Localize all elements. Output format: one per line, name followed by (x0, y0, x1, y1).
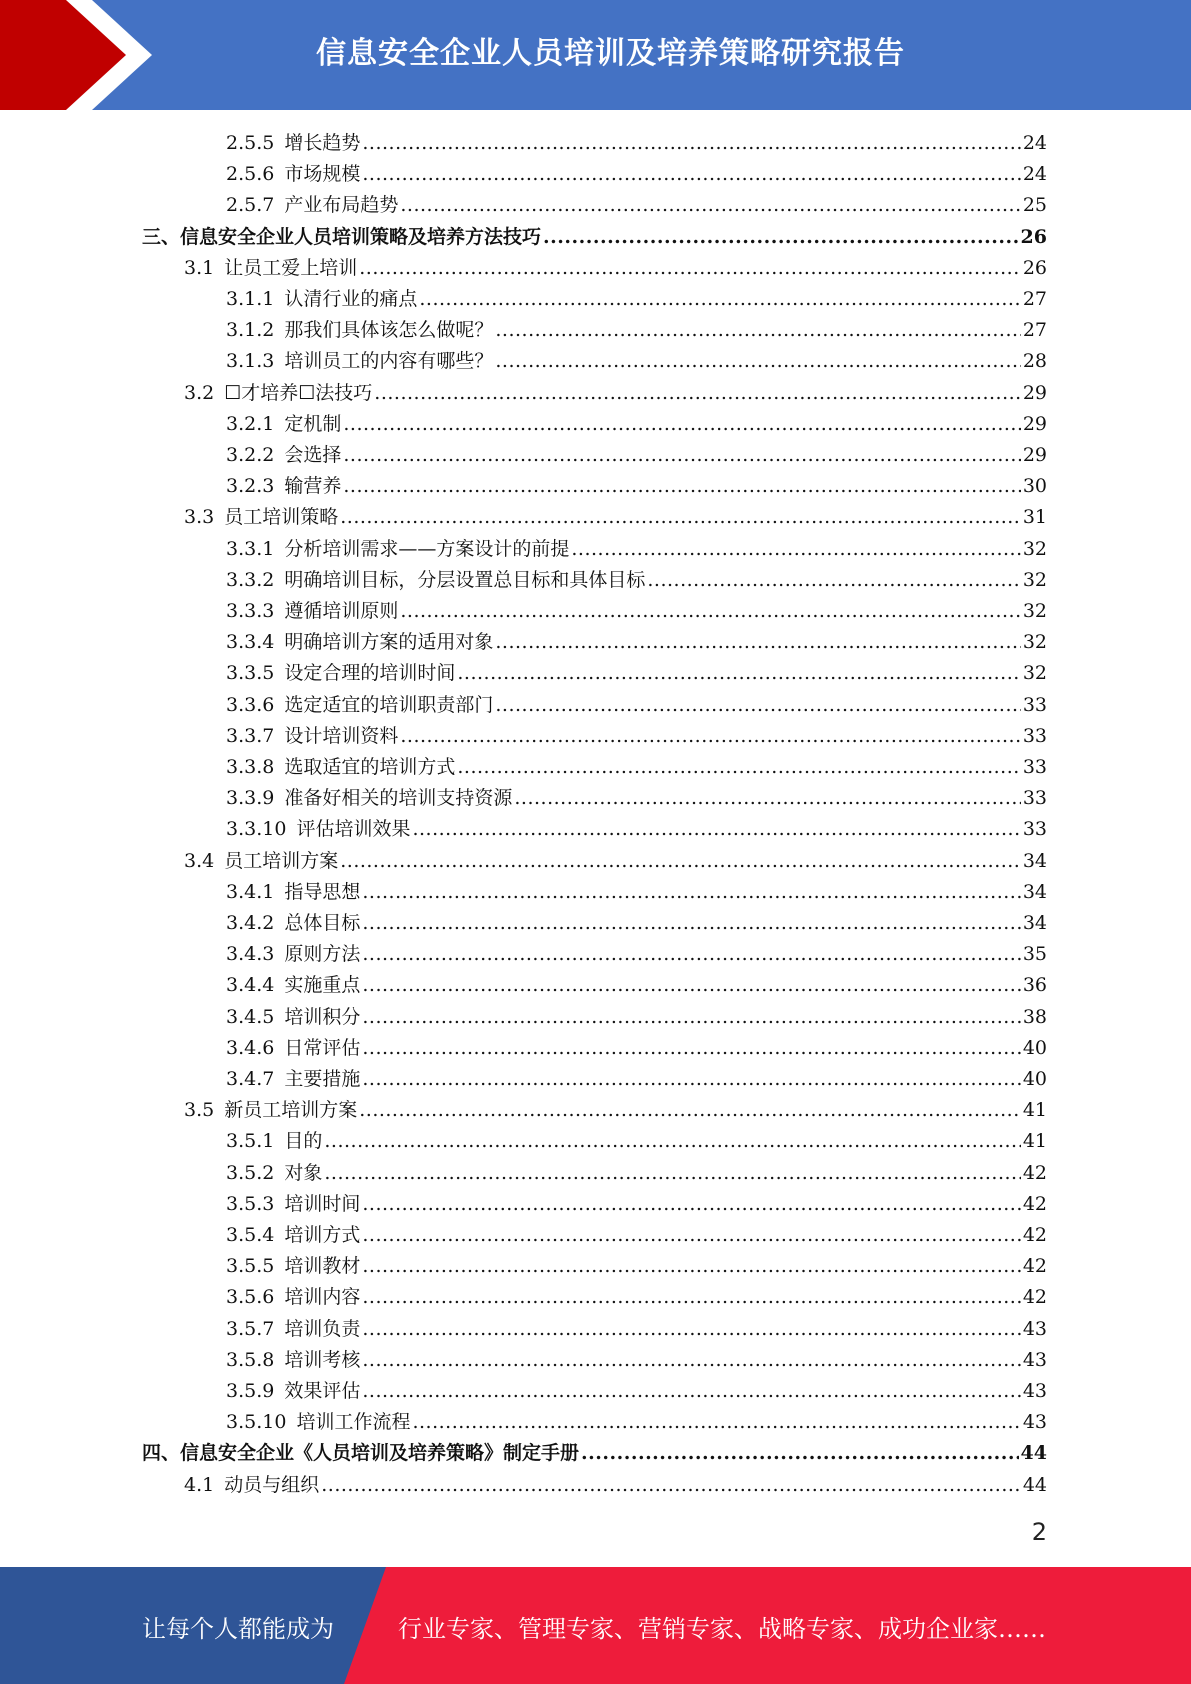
toc-entry[interactable] (226, 1033, 1047, 1064)
toc-dot-leader (362, 1002, 1020, 1033)
toc-entry-number: 三、 (142, 225, 181, 248)
toc-entry-number: 3.5.4 (226, 1224, 275, 1246)
toc-entry-number: 3.4.7 (226, 1068, 275, 1090)
toc-entry[interactable] (226, 1314, 1047, 1345)
toc-entry-number: 3.4.6 (226, 1036, 275, 1059)
toc-entry-page: 33 (1022, 756, 1047, 778)
toc-entry-page: 42 (1022, 1255, 1047, 1278)
toc-entry-page: 33 (1022, 818, 1047, 841)
toc-dot-leader (495, 315, 1020, 346)
toc-entry-number: 2.5.7 (226, 194, 275, 217)
toc-entry[interactable] (226, 908, 1047, 939)
toc-entry-title: 培训时间 (284, 1192, 361, 1215)
toc-entry-page: 33 (1022, 724, 1047, 747)
toc-entry-title: ☐才培养☐法技巧 (224, 381, 373, 404)
toc-entry-page: 36 (1022, 974, 1047, 997)
toc-entry-page: 29 (1022, 412, 1047, 435)
toc-entry-page: 25 (1022, 194, 1047, 217)
toc-entry-title: 对象 (284, 1161, 323, 1184)
toc-entry-title: 定机制 (284, 412, 342, 435)
toc-entry-number: 3.3.8 (226, 756, 275, 778)
toc-entry[interactable] (142, 1438, 1047, 1469)
toc-dot-leader (457, 752, 1020, 783)
toc-dot-leader (495, 690, 1020, 721)
toc-entry[interactable] (184, 253, 1047, 284)
toc-dot-leader (495, 627, 1020, 658)
toc-dot-leader (362, 1282, 1020, 1313)
toc-entry-title: 输营养 (284, 475, 342, 498)
toc-entry-page: 33 (1022, 787, 1047, 810)
toc-entry[interactable] (226, 1345, 1047, 1376)
toc-entry[interactable] (226, 970, 1047, 1001)
toc-entry[interactable] (226, 1189, 1047, 1220)
toc-entry-page: 43 (1022, 1411, 1047, 1434)
toc-entry-title: 培训积分 (284, 1005, 361, 1028)
toc-entry-title: 评估培训效果 (296, 818, 411, 841)
toc-entry-title: 总体目标 (284, 912, 361, 934)
toc-entry-number: 3.3.5 (226, 662, 275, 685)
toc-entry-page: 44 (1020, 1442, 1047, 1465)
toc-dot-leader (362, 970, 1020, 1001)
toc-entry-number: 3.4.3 (226, 943, 275, 966)
page-number: 2 (1031, 1518, 1047, 1546)
toc-dot-leader (324, 1126, 1020, 1157)
toc-entry[interactable] (226, 1376, 1047, 1407)
toc-entry-number: 3.1.1 (226, 288, 275, 310)
toc-entry-page: 32 (1022, 662, 1047, 685)
toc-entry-title: 会选择 (284, 444, 342, 466)
toc-entry-title: 认清行业的痛点 (284, 288, 418, 310)
toc-entry-page: 32 (1022, 600, 1047, 622)
toc-dot-leader (340, 502, 1021, 533)
toc-entry-title: 遵循培训原则 (284, 600, 399, 622)
toc-entry-title: 员工培训策略 (224, 506, 339, 529)
toc-entry[interactable] (184, 846, 1047, 877)
toc-entry-title: 动员与组织 (224, 1473, 320, 1496)
report-title: 信息安全企业人员培训及培养策略研究报告 (316, 36, 905, 71)
toc-entry-title: 市场规模 (284, 163, 361, 186)
toc-dot-leader (412, 814, 1020, 845)
toc-entry-title: 培训考核 (284, 1348, 361, 1371)
page-header (0, 0, 1191, 110)
toc-entry-page: 30 (1022, 475, 1047, 498)
toc-dot-leader (362, 908, 1020, 939)
toc-entry-number: 3.3.3 (226, 600, 275, 622)
toc-dot-leader (400, 721, 1020, 752)
toc-entry-number: 3.5.2 (226, 1161, 275, 1184)
toc-dot-leader (343, 440, 1020, 471)
toc-entry-number: 3.4.1 (226, 880, 275, 903)
toc-dot-leader (400, 190, 1020, 221)
toc-entry-title: 产业布局趋势 (284, 194, 399, 217)
toc-entry-title: 日常评估 (284, 1036, 361, 1059)
toc-entry-number: 3.3.6 (226, 693, 275, 716)
toc-entry-number: 3.1.3 (226, 350, 275, 373)
toc-dot-leader (362, 1189, 1020, 1220)
toc-entry-number: 3.3.2 (226, 568, 275, 591)
toc-entry-number: 3.2.1 (226, 412, 275, 435)
toc-dot-leader (343, 409, 1020, 440)
toc-entry[interactable] (184, 1095, 1047, 1126)
toc-dot-leader (412, 1407, 1020, 1438)
toc-entry-title: 选定适宜的培训职责部门 (284, 693, 494, 716)
toc-entry-title: 信息安全企业《人员培训及培养策略》制定手册 (180, 1442, 580, 1465)
toc-entry[interactable] (142, 222, 1047, 253)
toc-entry-page: 34 (1022, 912, 1047, 934)
toc-entry-title: 原则方法 (284, 943, 361, 966)
toc-dot-leader (362, 1314, 1020, 1345)
toc-dot-leader (362, 1251, 1020, 1282)
toc-entry-number: 3.5 (184, 1099, 215, 1122)
toc-dot-leader (362, 1220, 1020, 1251)
toc-entry-page: 26 (1022, 256, 1047, 279)
toc-entry-number: 3.3.4 (226, 631, 275, 654)
toc-entry-number: 3.1 (184, 256, 215, 279)
toc-entry-page: 29 (1022, 381, 1047, 404)
toc-entry-number: 3.4.2 (226, 912, 275, 934)
toc-entry-page: 27 (1022, 288, 1047, 310)
toc-entry-title: 目的 (284, 1130, 323, 1153)
toc-entry-page: 24 (1022, 163, 1047, 186)
toc-entry-page: 32 (1022, 568, 1047, 591)
toc-entry-page: 33 (1022, 693, 1047, 716)
toc-entry-number: 四、 (142, 1442, 181, 1465)
toc-entry-number: 3.5.9 (226, 1380, 275, 1402)
toc-entry-title: 培训内容 (284, 1286, 361, 1309)
toc-dot-leader (343, 471, 1020, 502)
toc-entry[interactable] (226, 721, 1047, 752)
page-footer (0, 1567, 1191, 1684)
toc-entry[interactable] (184, 378, 1047, 409)
toc-entry-title: 主要措施 (284, 1068, 361, 1090)
toc-entry-number: 2.5.6 (226, 163, 275, 186)
toc-entry[interactable] (226, 1002, 1047, 1033)
toc-entry[interactable] (184, 502, 1047, 533)
toc-entry-title: 新员工培训方案 (224, 1099, 358, 1122)
toc-entry-number: 3.5.6 (226, 1286, 275, 1309)
toc-dot-leader (514, 783, 1020, 814)
toc-entry-page: 42 (1022, 1161, 1047, 1184)
toc-entry-title: 明确培训目标，分层设置总目标和具体目标 (284, 568, 646, 591)
toc-entry[interactable] (226, 1282, 1047, 1313)
toc-dot-leader (362, 159, 1020, 190)
toc-entry-page: 27 (1022, 319, 1047, 342)
toc-entry[interactable] (226, 939, 1047, 970)
toc-entry-number: 2.5.5 (226, 132, 275, 154)
toc-dot-leader (362, 1033, 1020, 1064)
toc-entry-page: 28 (1022, 350, 1047, 373)
toc-entry[interactable] (226, 877, 1047, 908)
toc-entry[interactable] (226, 1407, 1047, 1438)
toc-dot-leader (362, 128, 1020, 159)
toc-dot-leader (362, 1345, 1020, 1376)
toc-entry-page: 41 (1022, 1130, 1047, 1153)
toc-entry-number: 3.5.1 (226, 1130, 275, 1153)
toc-entry[interactable] (226, 1220, 1047, 1251)
toc-entry-page: 41 (1022, 1099, 1047, 1122)
footer-slogan-left: 让每个人都能成为 (142, 1615, 334, 1643)
toc-entry-number: 3.3.9 (226, 787, 275, 810)
toc-entry-number: 3.5.10 (226, 1411, 287, 1434)
toc-dot-leader (362, 1064, 1020, 1095)
toc-entry[interactable] (226, 627, 1047, 658)
toc-entry-title: 设定合理的培训时间 (284, 662, 456, 685)
toc-entry-title: 信息安全企业人员培训策略及培养方法技巧 (180, 225, 542, 248)
toc-entry-page: 38 (1022, 1005, 1047, 1028)
toc-entry[interactable] (226, 440, 1047, 471)
toc-entry-title: 增长趋势 (284, 132, 361, 154)
toc-entry-number: 3.2.2 (226, 444, 275, 466)
footer-slogan-right: 行业专家、管理专家、营销专家、战略专家、成功企业家…… (398, 1615, 1046, 1643)
toc-entry[interactable] (226, 471, 1047, 502)
toc-entry-title: 培训负责 (284, 1317, 361, 1340)
toc-dot-leader (647, 565, 1020, 596)
toc-entry[interactable] (226, 1126, 1047, 1157)
toc-dot-leader (457, 658, 1020, 689)
toc-entry-number: 3.5.8 (226, 1348, 275, 1371)
toc-entry[interactable] (226, 596, 1047, 627)
toc-entry-title: 效果评估 (284, 1380, 361, 1402)
toc-entry-page: 31 (1022, 506, 1047, 529)
toc-entry-title: 培训工作流程 (296, 1411, 411, 1434)
toc-entry-page: 34 (1022, 880, 1047, 903)
toc-entry-title: 培训方式 (284, 1224, 361, 1246)
toc-entry-page: 32 (1022, 537, 1047, 560)
toc-dot-leader (419, 284, 1020, 315)
toc-entry-number: 3.3.7 (226, 724, 275, 747)
toc-entry-page: 44 (1022, 1473, 1047, 1496)
toc-entry-title: 明确培训方案的适用对象 (284, 631, 494, 654)
toc-entry[interactable] (226, 565, 1047, 596)
toc-entry-number: 3.4 (184, 849, 215, 872)
toc-entry[interactable] (226, 1064, 1047, 1095)
toc-dot-leader (340, 846, 1021, 877)
toc-entry-number: 3.4.4 (226, 974, 275, 997)
toc-entry[interactable] (184, 1470, 1047, 1501)
toc-dot-leader (324, 1158, 1020, 1189)
toc-entry-number: 3.5.7 (226, 1317, 275, 1340)
toc-entry-page: 24 (1022, 132, 1047, 154)
toc-dot-leader (362, 877, 1020, 908)
toc-entry[interactable] (226, 1158, 1047, 1189)
toc-dot-leader (571, 534, 1020, 565)
toc-entry-page: 43 (1022, 1317, 1047, 1340)
toc-entry[interactable] (226, 409, 1047, 440)
toc-entry-page: 40 (1022, 1036, 1047, 1059)
toc-entry-number: 3.1.2 (226, 319, 275, 342)
toc-entry-title: 实施重点 (284, 974, 361, 997)
toc-dot-leader (321, 1470, 1021, 1501)
toc-entry-title: 选取适宜的培训方式 (284, 756, 456, 778)
toc-entry-page: 43 (1022, 1380, 1047, 1402)
toc-entry-number: 4.1 (184, 1473, 215, 1496)
toc-entry[interactable] (226, 128, 1047, 159)
toc-entry-number: 3.5.5 (226, 1255, 275, 1278)
toc-dot-leader (400, 596, 1020, 627)
toc-entry[interactable] (226, 159, 1047, 190)
toc-dot-leader (359, 253, 1021, 284)
toc-entry-page: 42 (1022, 1286, 1047, 1309)
toc-entry-title: 指导思想 (284, 880, 361, 903)
toc-entry-page: 43 (1022, 1348, 1047, 1371)
toc-entry-number: 3.5.3 (226, 1192, 275, 1215)
toc-entry-page: 29 (1022, 444, 1047, 466)
toc-entry[interactable] (226, 284, 1047, 315)
toc-entry-page: 40 (1022, 1068, 1047, 1090)
toc-entry-page: 42 (1022, 1224, 1047, 1246)
toc-entry-number: 3.2 (184, 381, 215, 404)
toc-dot-leader (359, 1095, 1021, 1126)
toc-entry[interactable] (226, 814, 1047, 845)
toc-entry-number: 3.3.10 (226, 818, 287, 841)
toc-entry[interactable] (226, 690, 1047, 721)
toc-entry-title: 分析培训需求——方案设计的前提 (284, 537, 570, 560)
toc-entry[interactable] (226, 534, 1047, 565)
toc-entry-page: 34 (1022, 849, 1047, 872)
toc-entry-title: 让员工爱上培训 (224, 256, 358, 279)
toc-entry-title: 设计培训资料 (284, 724, 399, 747)
toc-entry-page: 26 (1020, 225, 1047, 248)
toc-entry[interactable] (226, 315, 1047, 346)
toc-entry-number: 3.2.3 (226, 475, 275, 498)
toc-entry-page: 35 (1022, 943, 1047, 966)
toc-entry-title: 那我们具体该怎么做呢？ (284, 319, 494, 342)
toc-entry[interactable] (226, 190, 1047, 221)
toc-entry-number: 3.3.1 (226, 537, 275, 560)
toc-entry[interactable] (226, 346, 1047, 377)
toc-entry[interactable] (226, 658, 1047, 689)
toc-dot-leader (581, 1438, 1019, 1469)
toc-dot-leader (362, 1376, 1020, 1407)
toc-entry[interactable] (226, 783, 1047, 814)
toc-entry-title: 培训教材 (284, 1255, 361, 1278)
toc-entry-page: 42 (1022, 1192, 1047, 1215)
toc-entry[interactable] (226, 1251, 1047, 1282)
toc-entry-title: 员工培训方案 (224, 849, 339, 872)
toc-dot-leader (374, 378, 1021, 409)
toc-entry-number: 3.4.5 (226, 1005, 275, 1028)
toc-entry-title: 准备好相关的培训支持资源 (284, 787, 513, 810)
toc-dot-leader (543, 222, 1019, 253)
toc-entry-page: 32 (1022, 631, 1047, 654)
toc-dot-leader (362, 939, 1020, 970)
toc-entry[interactable] (226, 752, 1047, 783)
toc-entry-number: 3.3 (184, 506, 215, 529)
toc-entry-title: 培训员工的内容有哪些？ (284, 350, 494, 373)
toc-dot-leader (495, 346, 1020, 377)
